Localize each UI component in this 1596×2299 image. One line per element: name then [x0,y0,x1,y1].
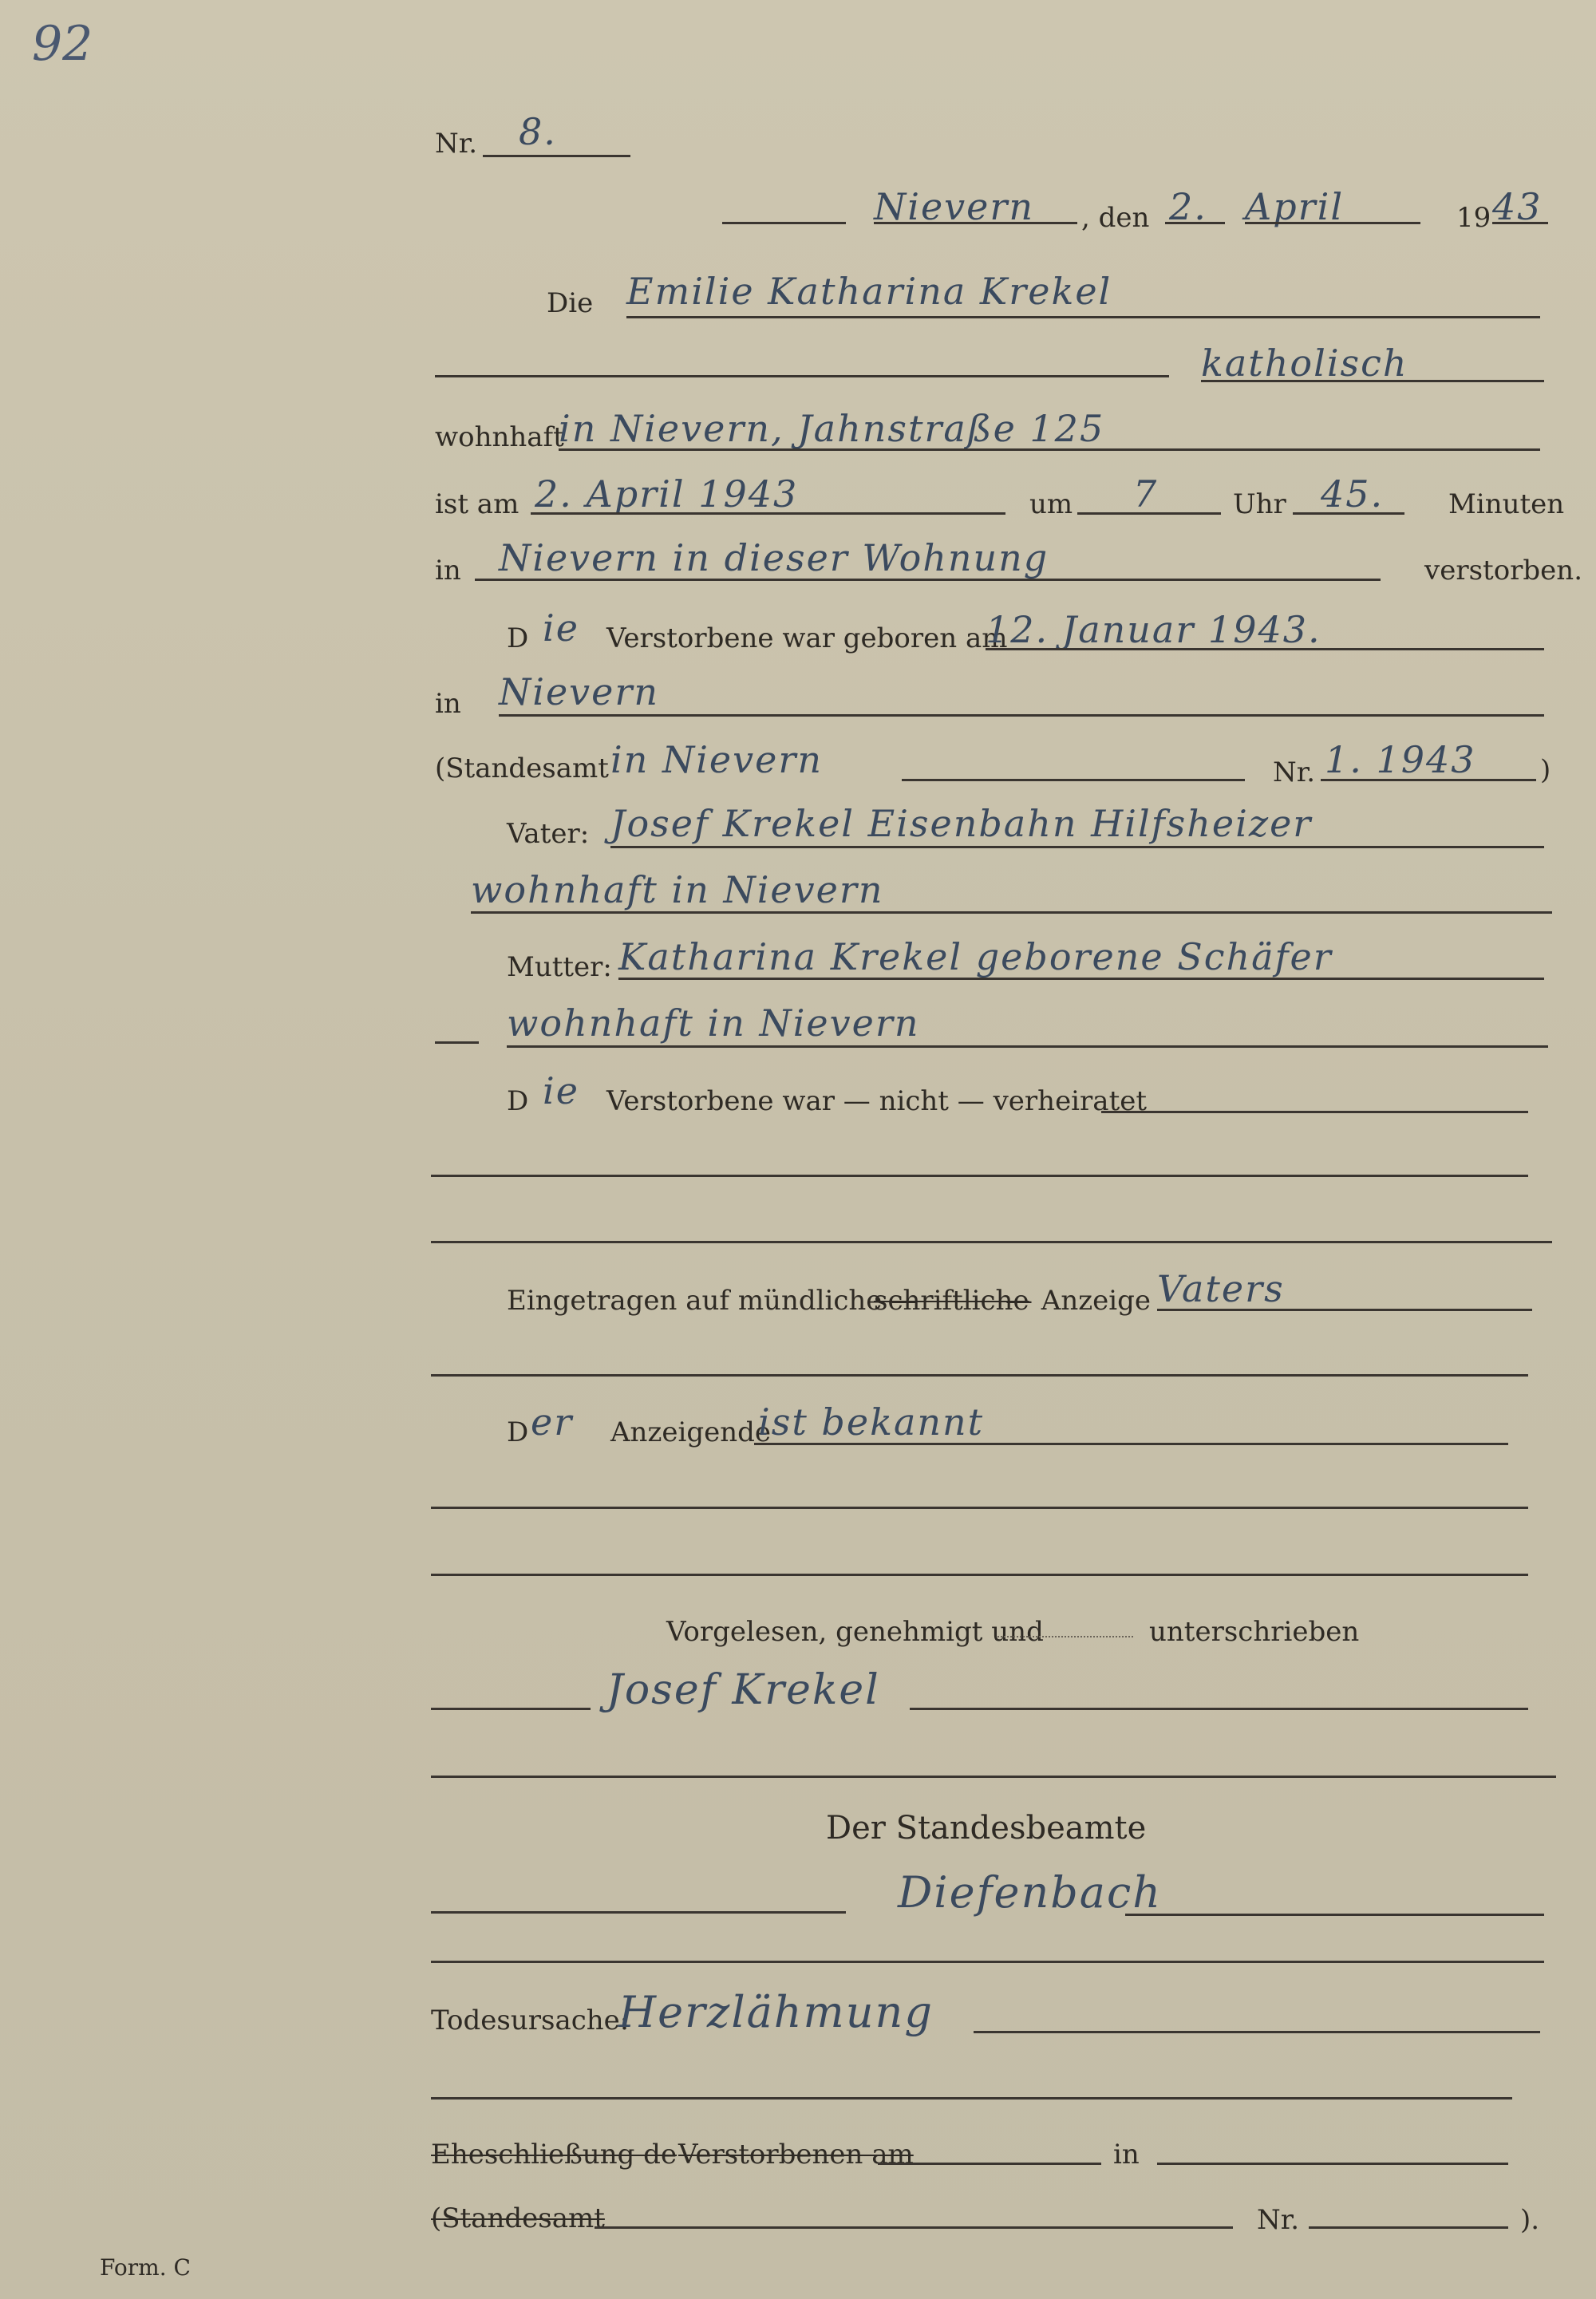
informant-text: Anzeigende [610,1416,772,1448]
death-minutes: 45. [1321,472,1385,515]
year-suffix: 43 [1492,185,1543,228]
die-prefix: Die [547,287,594,319]
marriage-office-close: ). [1520,2204,1540,2236]
death-in-label: in [435,555,461,587]
verstorben-label: verstorben. [1424,555,1583,587]
birth-in-label: in [435,688,461,720]
birth-text: Verstorbene war geboren am [606,622,1008,654]
birth-d: D [507,622,529,654]
father-line2: wohnhaft in Nievern [471,868,884,911]
minuten-label: Minuten [1448,488,1565,520]
month: April [1245,185,1345,228]
nr-label: Nr. [435,128,478,160]
registration-suffix: — Anzeige [1005,1285,1152,1317]
marriage-nr-label: Nr. [1257,2204,1300,2236]
marital-d-suffix: ie [543,1069,579,1112]
deceased-name: Emilie Katharina Krekel [626,270,1112,313]
den-label: , den [1081,202,1150,234]
marital-text: Verstorbene war — nicht — verheiratet [606,1085,1148,1117]
um-label: um [1029,488,1073,520]
marriage-in-label: in [1113,2139,1140,2171]
standesamt-close: ) [1540,754,1551,786]
mother-label: Mutter: [507,951,612,983]
birth-nr: 1. 1943 [1325,738,1476,781]
unterschrieben-label: unterschrieben [1149,1616,1360,1648]
uhr-label: Uhr [1233,488,1286,520]
religion: katholisch [1201,342,1408,385]
registration-value: Vaters [1157,1267,1285,1310]
nr-value: 8. [519,110,557,153]
marriage-struck2: Verstorbenen am [678,2139,914,2171]
informant-d-suffix: er [531,1400,574,1444]
registrar-title: Der Standesbeamte [826,1810,1147,1847]
birth-d-suffix: ie [543,606,579,650]
father-label: Vater: [507,818,590,850]
residence-value: in Nievern, Jahnstraße 125 [559,407,1105,450]
cause-label: Todesursache: [431,2005,630,2036]
marriage-office-struck: (Standesamt [431,2202,605,2234]
death-hour: 7 [1133,472,1159,515]
informant-signature: Josef Krekel [606,1666,880,1714]
birth-place: Nievern [499,670,660,713]
father-line1: Josef Krekel Eisenbahn Hilfsheizer [610,802,1313,845]
registrar-signature: Diefenbach [898,1867,1163,1918]
registration-struck: schriftliche [874,1285,1029,1317]
residence-label: wohnhaft [435,421,564,453]
place: Nievern [874,185,1035,228]
mother-line2: wohnhaft in Nievern [507,1001,920,1045]
death-place: Nievern in dieser Wohnung [499,536,1049,579]
ist-am-label: ist am [435,488,519,520]
birth-nr-label: Nr. [1273,756,1316,788]
day: 2. [1169,185,1207,228]
vorgelesen-label: Vorgelesen, genehmigt und [666,1616,1044,1648]
marital-d: D [507,1085,529,1117]
page-number: 92 [32,16,93,72]
year-prefix: 19 [1456,202,1491,234]
death-date: 2. April 1943 [535,472,799,515]
informant-value: ist bekannt [758,1400,985,1444]
mother-line1: Katharina Krekel geborene Schäfer [618,935,1333,978]
standesamt-open: (Standesamt [435,753,609,784]
registration-prefix: Eingetragen auf mündliche — [507,1285,918,1317]
form-label: Form. C [100,2254,191,2281]
birth-standesamt: in Nievern [610,738,823,781]
marriage-struck: Eheschließung de [431,2139,678,2171]
birth-date: 12. Januar 1943. [986,608,1321,651]
cause-value: Herzlähmung [618,1987,934,2037]
informant-d: D [507,1416,529,1448]
